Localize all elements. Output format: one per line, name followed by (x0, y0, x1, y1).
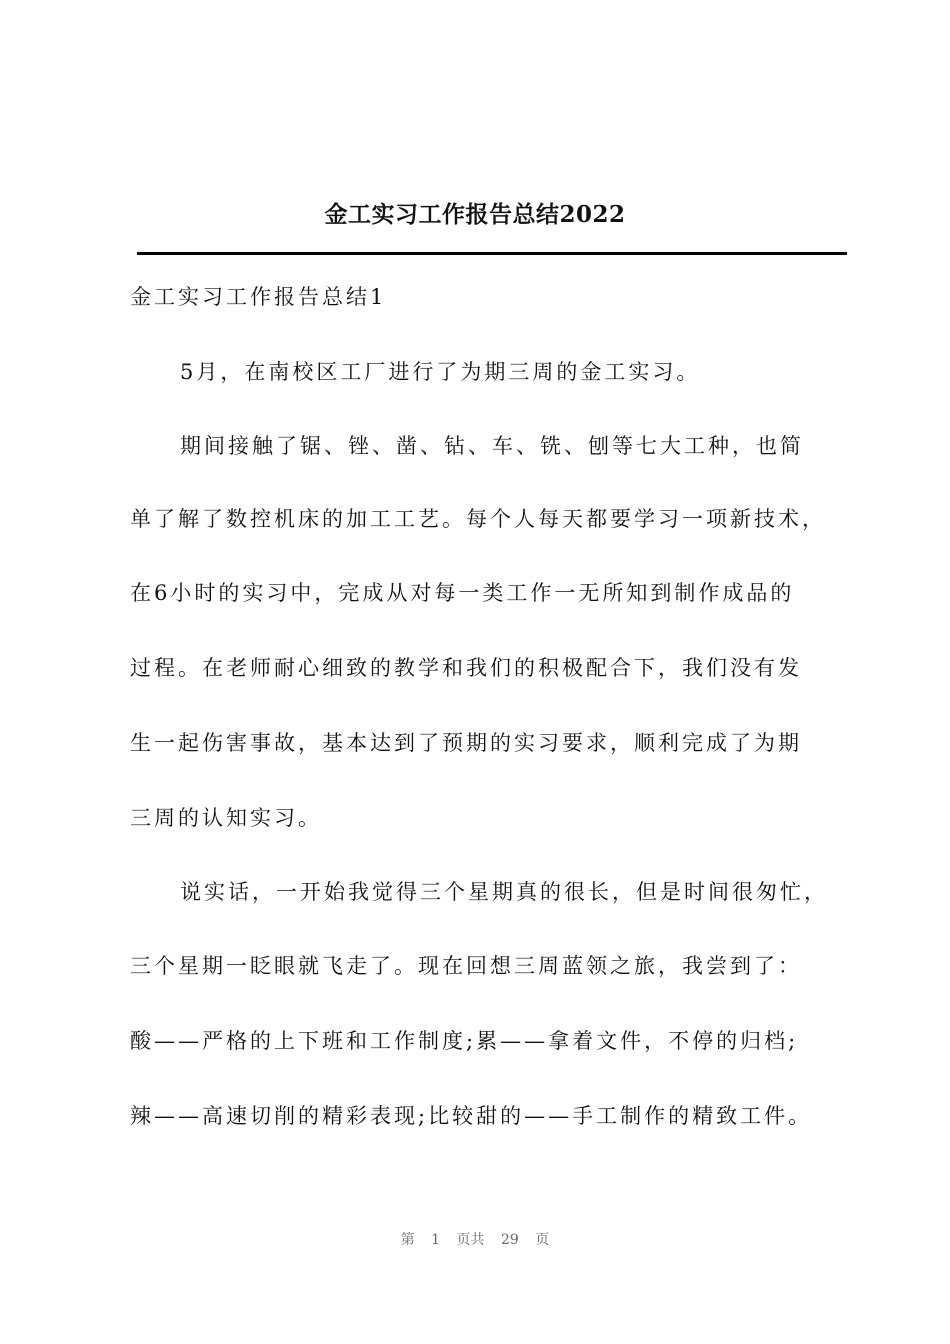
paragraph-line: 5月，在南校区工厂进行了为期三周的金工实习。 (180, 360, 701, 384)
title-divider (137, 252, 847, 255)
paragraph-line: 说实话，一开始我觉得三个星期真的很长，但是时间很匆忙， (180, 880, 828, 904)
paragraph-line: 辣——高速切削的精彩表现;比较甜的——手工制作的精致工件。 (130, 1104, 813, 1128)
paragraph-line: 三个星期一眨眼就飞走了。现在回想三周蓝领之旅，我尝到了： (130, 954, 802, 978)
document-title: 金工实习工作报告总结2022 (324, 201, 626, 228)
paragraph-line: 酸——严格的上下班和工作制度;累——拿着文件，不停的归档; (130, 1029, 799, 1053)
paragraph-line: 期间接触了锯、锉、凿、钻、车、铣、刨等七大工种，也简 (180, 434, 804, 458)
paragraph-line: 生一起伤害事故，基本达到了预期的实习要求，顺利完成了为期 (130, 731, 802, 755)
paragraph-line: 单了解了数控机床的加工工艺。每个人每天都要学习一项新技术， (130, 507, 826, 531)
paragraph-line: 过程。在老师耐心细致的教学和我们的积极配合下，我们没有发 (130, 656, 802, 680)
section-heading: 金工实习工作报告总结1 (130, 285, 387, 309)
page-number-footer: 第 1 页共 29 页 (400, 1232, 550, 1248)
paragraph-line: 三周的认知实习。 (130, 806, 322, 830)
paragraph-line: 在6小时的实习中，完成从对每一类工作一无所知到制作成品的 (130, 581, 795, 605)
